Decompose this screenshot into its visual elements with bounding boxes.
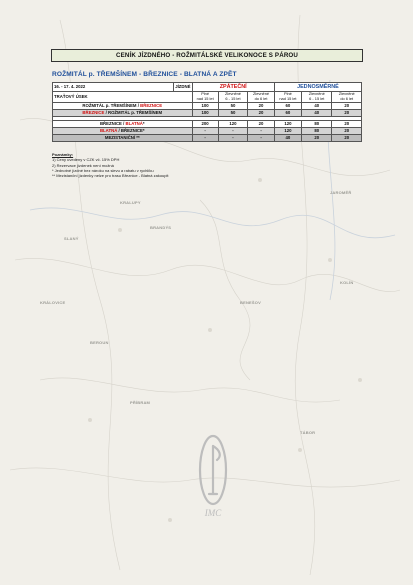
fare-value: 40	[302, 110, 332, 117]
fare-unit-label: JÍZDNÉ	[174, 83, 192, 92]
map-label: BENEŠOV	[240, 300, 261, 305]
return-fare-header: ZPÁTEČNÍ	[192, 83, 274, 92]
map-label: BRANDÝS	[150, 225, 172, 230]
notes-heading: Poznámky:	[52, 152, 74, 157]
fare-value: 20	[302, 135, 332, 142]
fare-category: Zlevněné 6 - 15 let	[302, 92, 332, 103]
map-label: TÁBOR	[300, 430, 316, 435]
intermediate-fare-label: MEZISTANIČNÍ **	[53, 135, 193, 142]
table-row	[53, 110, 362, 117]
fare-value: 40	[274, 135, 301, 142]
fare-value: 50	[218, 110, 247, 117]
logo-text: IMC	[204, 508, 222, 518]
route-section: ROŽMITÁL p. TŘEMŠÍNEM / BŘEZNICE	[53, 103, 193, 110]
map-label: JAROMĚŘ	[330, 190, 352, 195]
fare-value: -	[192, 128, 218, 135]
fare-value: 80	[302, 128, 332, 135]
table-header-row	[53, 83, 362, 92]
map-label: BEROUN	[90, 340, 109, 345]
route-section: BLATNÁ / BŘEZNICE*	[53, 128, 193, 135]
fare-value: 80	[302, 121, 332, 128]
route-title: ROŽMITÁL p. TŘEMŠÍNEM - BŘEZNICE - BLATNÁ A ZPĚT	[52, 71, 237, 78]
route-section: BŘEZNICE / ROŽMITÁL p. TŘEMŠÍNEM	[53, 110, 193, 117]
fare-value: 20	[332, 135, 362, 142]
imc-logo-icon	[190, 430, 236, 520]
map-label: KRÁLOVICE	[40, 300, 66, 305]
oneway-fare-header: JEDNOSMĚRNÉ	[274, 83, 361, 92]
table-row	[53, 103, 362, 110]
fare-value: 50	[218, 103, 247, 110]
notes-block	[52, 152, 169, 178]
note-line: ** Mezistanční jízdenky nelze pro trasu Březnice - Blatná zakoupit	[52, 173, 169, 179]
fare-value: -	[218, 135, 247, 142]
document-title: CENÍK JÍZDNÉHO - ROŽMITÁLSKÉ VELIKONOCE S PÁROU	[51, 49, 363, 62]
fare-value: 120	[218, 121, 247, 128]
fare-category: Zlevněné do 6 let	[332, 92, 362, 103]
fare-value: 20	[332, 103, 362, 110]
fare-value: -	[248, 128, 275, 135]
fare-category: Zlevněné do 6 let	[248, 92, 275, 103]
fare-value: 20	[248, 121, 275, 128]
table-row	[53, 121, 362, 128]
map-label: SLANÝ	[64, 236, 79, 241]
fare-value: 60	[274, 110, 301, 117]
fare-value: -	[248, 135, 275, 142]
note-line: 2) Rezervace jízdenek není možná	[52, 162, 114, 168]
fare-category: Plné nad 15 let	[192, 92, 218, 103]
fare-value: 40	[302, 103, 332, 110]
table-row	[53, 135, 362, 142]
map-label: PŘÍBRAM	[130, 400, 151, 405]
fare-date: 16. - 17. 4. 2022	[53, 83, 174, 92]
note-line: 1) Ceny uvedeny v CZK vč. 15% DPH	[52, 157, 120, 163]
fare-value: 60	[274, 103, 301, 110]
table-subheader-row	[53, 92, 362, 103]
route-section: BŘEZNICE / BLATNÁ*	[53, 121, 193, 128]
fare-value: 20	[248, 110, 275, 117]
fare-value: 20	[332, 128, 362, 135]
fare-value: 100	[192, 110, 218, 117]
map-label: KOLÍN	[340, 280, 354, 285]
fare-category: Plné nad 15 let	[274, 92, 301, 103]
fare-value: 200	[192, 121, 218, 128]
fare-value: 20	[332, 110, 362, 117]
fare-value: 20	[332, 121, 362, 128]
table-row	[53, 128, 362, 135]
fare-value: 120	[274, 128, 301, 135]
map-label: KRALUPY	[120, 200, 141, 205]
note-line: * Jednotné jízdné bez nároku na slevu a rabatu v rychlíku	[52, 167, 154, 173]
fare-value: 120	[274, 121, 301, 128]
fare-value: -	[192, 135, 218, 142]
fare-category: Zlevněné 6 - 15 let	[218, 92, 247, 103]
fare-value: -	[218, 128, 247, 135]
section-label: TRAŤOVÝ ÚSEK	[53, 92, 193, 103]
fare-value: 20	[248, 103, 275, 110]
fare-value: 100	[192, 103, 218, 110]
fare-table	[52, 82, 362, 142]
